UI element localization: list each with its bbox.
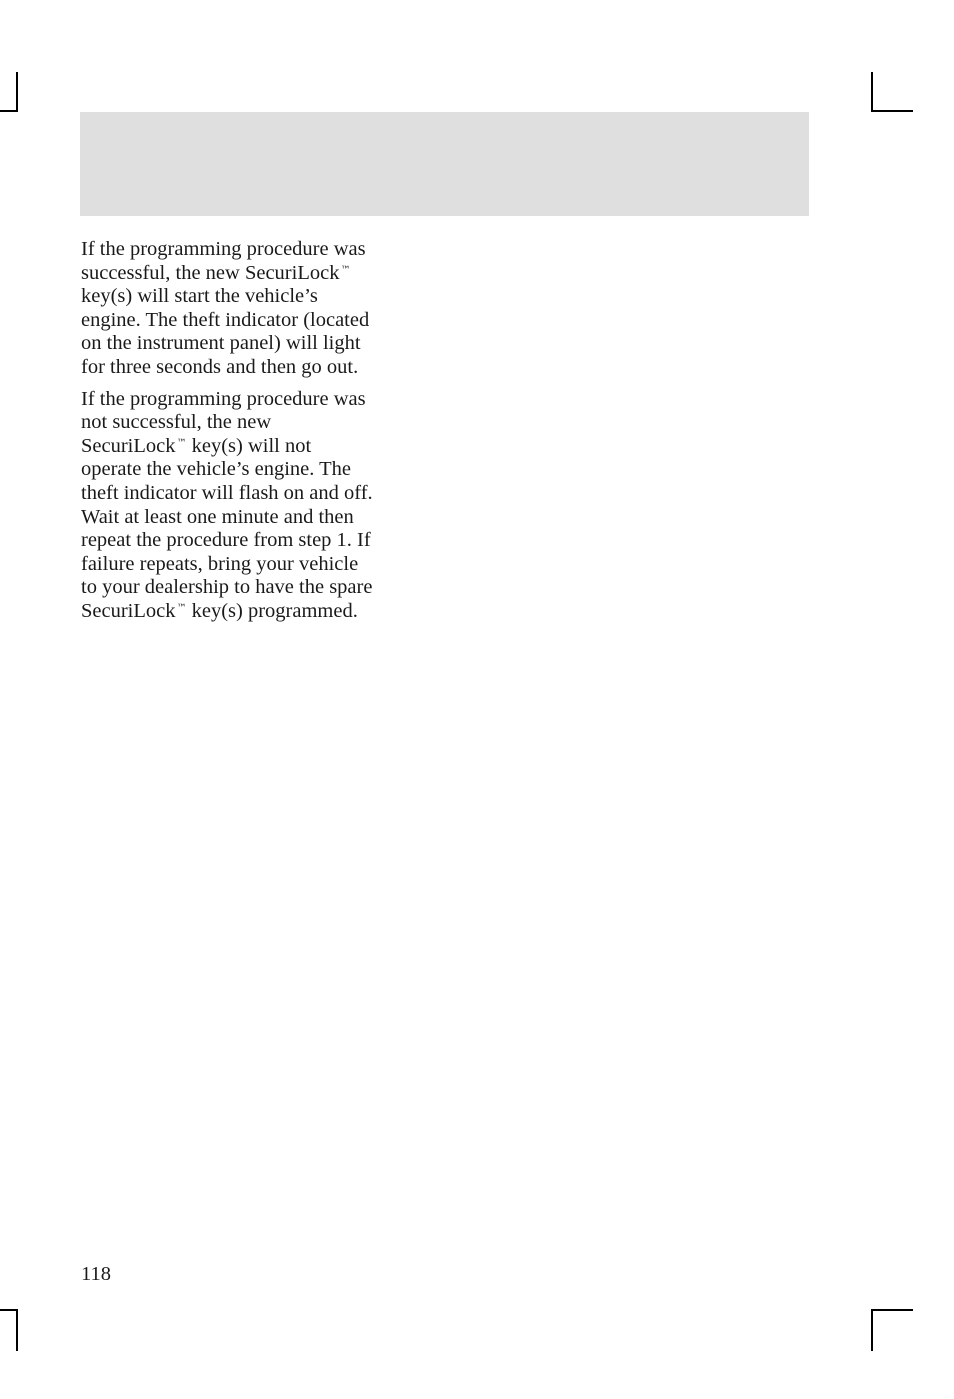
crop-mark-top-right-horizontal — [871, 110, 913, 112]
text-line: theft indicator will flash on and off. — [81, 481, 373, 504]
text-line: repeat the procedure from step 1. If — [81, 529, 371, 552]
text-line: engine. The theft indicator (located — [81, 308, 370, 331]
text-line: key(s) will start the vehicle’s — [81, 285, 318, 308]
text-line: for three seconds and then go out. — [81, 355, 359, 378]
text-line: If the programming procedure was — [81, 238, 366, 260]
text-line: SecuriLock™ key(s) programmed. — [81, 599, 358, 622]
trademark-symbol: ™ — [176, 602, 187, 614]
text-line: to your dealership to have the spare — [81, 576, 373, 599]
text-line: If the programming procedure was — [81, 387, 366, 410]
crop-mark-bottom-right-horizontal — [871, 1309, 913, 1311]
paragraph-success — [81, 238, 441, 380]
text-line: successful, the new SecuriLock™ — [81, 261, 351, 284]
text-line: failure repeats, bring your vehicle — [81, 552, 359, 575]
text-line: on the instrument panel) will light — [81, 332, 361, 355]
text-line: operate the vehicle’s engine. The — [81, 458, 351, 481]
crop-mark-top-left-vertical — [16, 72, 18, 112]
trademark-symbol: ™ — [340, 264, 351, 276]
crop-mark-bottom-right-vertical — [871, 1309, 873, 1351]
crop-mark-top-left-horizontal — [0, 110, 18, 112]
header-band — [80, 112, 809, 216]
crop-mark-top-right-vertical — [871, 72, 873, 112]
trademark-symbol: ™ — [176, 437, 187, 449]
paragraph-failure — [81, 388, 441, 624]
text-line: SecuriLock™ key(s) will not — [81, 434, 312, 457]
body-text — [81, 238, 441, 632]
text-line: Wait at least one minute and then — [81, 505, 354, 528]
crop-mark-bottom-left-vertical — [16, 1309, 18, 1351]
page-number: 118 — [81, 1263, 111, 1285]
text-line: not successful, the new — [81, 411, 272, 434]
